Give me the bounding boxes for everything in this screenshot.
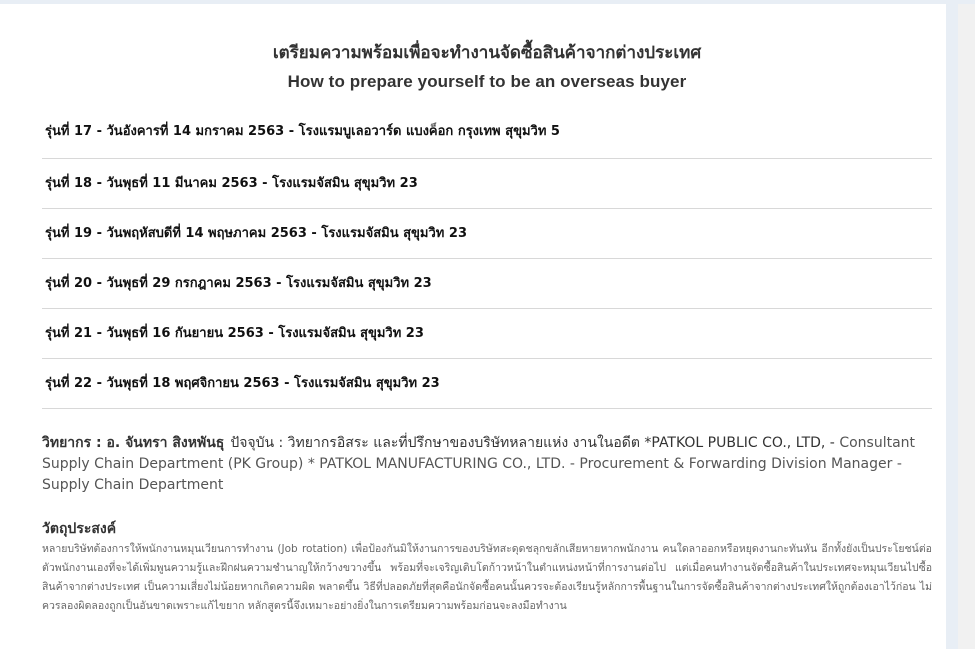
speaker-name: วิทยากร : อ. จันทรา สิงหพันธุ <box>42 435 225 451</box>
speaker-history: Consultant Supply Chain Department (PK Group) * PATKOL MANUFACTURING CO., LTD. - Procurement & Forwarding Division Manager - Supply Chain Department <box>42 435 916 493</box>
speaker-current-role: ปัจจุบัน : วิทยากรอิสระ และที่ปรึกษาของบริษัทหลายแห่ง งานในอดีต *PATKOL PUBLIC CO., LTD, - <box>230 435 835 451</box>
session-item-21[interactable]: รุ่นที่ 21 - วันพุธที่ 16 กันยายน 2563 - โรงแรมจัสมิน สุขุมวิท 23 <box>42 309 932 359</box>
objective-title: วัตถุประสงค์ <box>42 521 117 537</box>
course-title-english: How to prepare yourself to be an overseas buyer <box>287 72 687 91</box>
page-scrollbar[interactable] <box>958 4 975 649</box>
session-item-18[interactable]: รุ่นที่ 18 - วันพุธที่ 11 มีนาคม 2563 - โรงแรมจัสมิน สุขุมวิท 23 <box>42 159 932 209</box>
course-title-thai: เตรียมความพร้อมเพื่อจะทำงานจัดซื้อสินค้าจากต่างประเทศ <box>272 43 702 63</box>
session-item-20[interactable]: รุ่นที่ 20 - วันพุธที่ 29 กรกฎาคม 2563 - โรงแรมจัสมิน สุขุมวิท 23 <box>42 259 932 309</box>
session-item-17[interactable]: รุ่นที่ 17 - วันอังคารที่ 14 มกราคม 2563 - โรงแรมบูเลอวาร์ด แบงค็อก กรุงเทพ สุขุมวิท 5 <box>42 113 932 159</box>
session-item-19[interactable]: รุ่นที่ 19 - วันพฤหัสบดีที่ 14 พฤษภาคม 2563 - โรงแรมจัสมิน สุขุมวิท 23 <box>42 209 932 259</box>
objective-text: หลายบริษัทต้องการให้พนักงานหมุนเวียนการทำงาน (Job rotation) เพื่อป้องกันมิให้งานการของบริษัทสะดุดชลุกขลักเสียหายหากพนักงาน คนใดลาออกหรือหยุดงานกะทันหัน อีกทั้งยังเป็นประโยชน์ต่อตัวพนักงานเองที่จะได้เพิ่มพูนความรู้และฝึกฝนความชำนาญให้กว้างขวางขึ้น พร้อมที่จะเจริญเติบโตก้าวหน้าในตำแหน่งหน้าที่การงานต่อไป แต่เมื่อคนทำงานจัดซื้อสินค้าในประเทศจะหมุนเวียนไปซื้อสินค้าจากต่างประเทศ เป็นความเสี่ยงไม่น้อยหากเกิดความผิด พลาดขึ้น วิธีที่ปลอดภัยที่สุดคือนักจัดซื้อคนนั้นควรจะต้องเรียนรู้หลักการพื้นฐานในการจัดซื้อสินค้าจากต่างประเทศให้ถูกต้องเอาไว้ก่อน ไม่ควรลองผิดลองถูกเป็นอันขาดเพราะแก้ไขยาก หลักสูตรนี้จึงเหมาะอย่างยิ่งในการเตรียมความพร้อมก่อนจะลงมือทำงาน <box>42 543 932 612</box>
session-list <box>42 113 932 409</box>
session-item-22[interactable]: รุ่นที่ 22 - วันพุธที่ 18 พฤศจิกายน 2563 - โรงแรมจัสมิน สุขุมวิท 23 <box>42 359 932 409</box>
speaker-info <box>42 433 932 496</box>
course-card <box>0 4 946 649</box>
